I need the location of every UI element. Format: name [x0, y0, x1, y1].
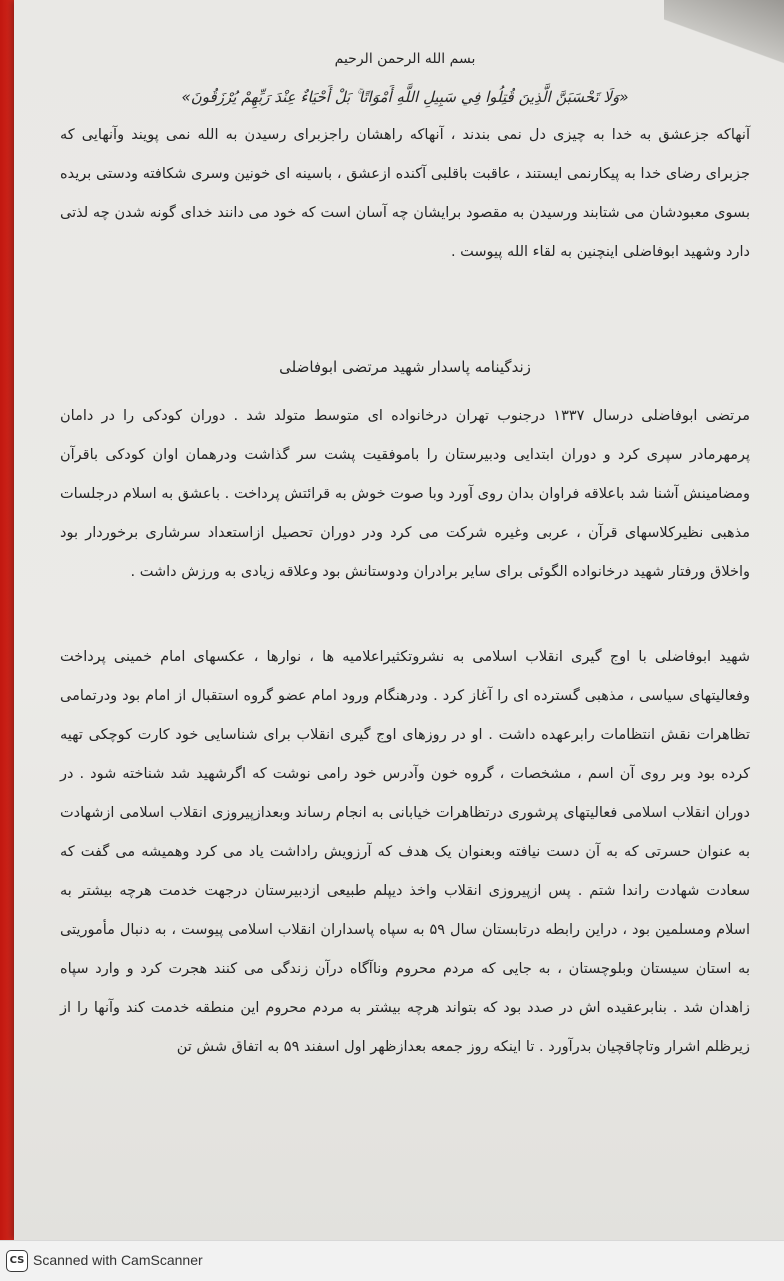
scanned-page: [14, 0, 784, 1240]
bismillah-heading: بسم الله الرحمن الرحیم: [334, 51, 476, 67]
document-body: [54, 34, 756, 1178]
biography-paragraph-1: مرتضی ابوفاضلی درسال ۱۳۳۷ درجنوب تهران درخانواده ای متوسط متولد شد . دوران کودکی را در دامان پرمهرمادر سپری کرد و دوران ابتدایی ودبیرستان را باموفقیت پشت سر گذاشت ودرهمان اوان کودکی باقرآن ومضامینش آشنا شد باعلاقه فراوان بدان روی آورد وبا صوت خوش به قرائتش پرداخت . باعشق به اسلام درجلسات مذهبی نظیرکلاسهای قرآن ، عربی وغیره شرکت می کرد ودر دوران تحصیل ازاستعداد سرشاری برخوردار بود واخلاق ورفتار شهید درخانواده الگوئی برای سایر برادران ودوستانش بود وعلاقه زیادی به ورزش داشت .: [60, 408, 750, 580]
scanner-watermark-text: Scanned with CamScanner: [33, 1252, 203, 1268]
scanner-footer: [0, 1240, 784, 1281]
biography-paragraph-2: شهید ابوفاضلی با اوج گیری انقلاب اسلامی به نشروتکثیراعلامیه ها ، نوارها ، عکسهای امام خمینی پرداخت وفعالیتهای سیاسی ، مذهبی گسترده ای را آغاز کرد . ودرهنگام ورود امام عضو گروه استقبال از امام بود ودرتمامی تظاهرات نقش انتظامات رابرعهده داشت . او در روزهای اوج گیری انقلاب برای شناسایی خود کارت کوچکی تهیه کرده بود وبر روی آن اسم ، مشخصات ، گروه خون وآدرس خود رامی نوشت که اگرشهید شد شناخته شود . در دوران انقلاب اسلامی فعالیتهای پرشوری درتظاهرات خیابانی به انجام رساند وبعدازپیروزی انقلاب اسلامی ازشهادت به عنوان حسرتی که به آن دست نیافته وبعنوان یک هدف که آرزویش راداشت یاد می کرد وهمیشه می گفت که سعادت شهادت راندا شتم . پس ازپیروزی انقلاب واخذ دیپلم طبیعی ازدبیرستان درجهت خدمت هرچه بیشتر به اسلام ومسلمین بود ، دراین رابطه درتابستان سال ۵۹ به سپاه پاسداران انقلاب اسلامی پیوست ، به دنبال مأموریتی به استان سیستان وبلوچستان ، به جایی که مردم محروم وناآگاه درآن زندگی می کنند هجرت کرد و وارد سپاه زاهدان شد . بنابرعقیده اش در صدد بود که بتواند هرچه بیشتر به مردم محروم این منطقه خدمت کند وآنها را از زیرظلم اشرار وتاچاقچیان بدرآورد . تا اینکه روز جمعه بعدازظهر اول اسفند ۵۹ به اتفاق شش تن: [60, 649, 750, 1055]
biography-title: زندگینامه پاسدار شهید مرتضی ابوفاضلی: [279, 358, 531, 376]
intro-paragraph: آنهاکه جزعشق به خدا به چیزی دل نمی بندند ، آنهاکه راهشان راجزبرای رسیدن به الله نمی پویند وآنهایی که جزبرای رضای خدا به پیکارنمی ایستند ، عاقبت باقلبی آکنده ازعشق ، باسینه ای خونین وسری شکافته ودستی بریده بسوی معبودشان می شتابند ورسیدن به مقصود برایشان چه آسان است که خود می دانند خدای گونه شدن چه لذتی دارد وشهید ابوفاضلی اینچنین به لقاء الله پیوست .: [60, 127, 750, 260]
camscanner-logo-icon: CS: [6, 1250, 28, 1272]
quran-verse: «وَلَا تَحْسَبَنَّ الَّذِينَ قُتِلُوا فِي سَبِيلِ اللَّهِ أَمْوَاتًا ۚ بَلْ أَحْيَاءٌ عِنْدَ رَبِّهِمْ يُرْزَقُونَ»: [181, 88, 629, 106]
